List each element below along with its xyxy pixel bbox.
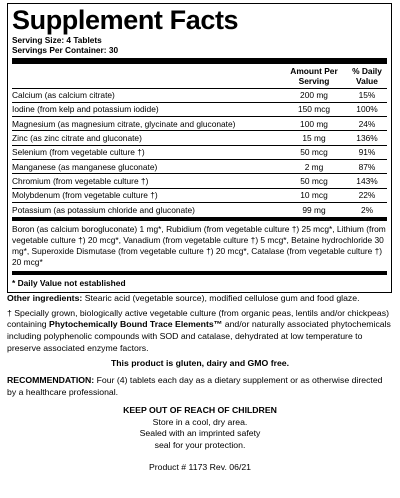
nutrient-dv: 15%: [358, 90, 376, 101]
dagger-bold: Phytochemically Bound Trace Elements™: [49, 319, 223, 330]
nutrient-row: [12, 146, 387, 160]
nutrient-name: Potassium (as potassium chloride and gluconate): [12, 204, 195, 215]
dagger-text2: and/or naturally associated phytochemicals including polyphenolic compounds with SOD and catalase, dehydrated at low temperature to preserve associated enzyme factors.: [7, 319, 391, 353]
dv-header-line2: Value: [356, 76, 378, 87]
nutrient-dv: 24%: [358, 118, 376, 129]
other-ingredients-label: Other ingredients:: [7, 293, 83, 303]
nutrient-rows: [12, 89, 387, 218]
nutrient-dv: 143%: [356, 175, 378, 186]
dv-header-line1: % Daily: [352, 66, 382, 76]
nutrient-row: [12, 174, 387, 188]
nutrient-dv: 22%: [358, 190, 376, 201]
nutrient-dv: 91%: [358, 147, 376, 158]
nutrient-dv: 136%: [356, 132, 378, 143]
other-ingredients-text: Stearic acid (vegetable source), modified cellulose gum and food glaze.: [82, 293, 360, 303]
daily-value-note: * Daily Value not established: [12, 277, 126, 288]
storage-line-3: seal for your protection.: [154, 440, 246, 451]
nutrient-name: Chromium (from vegetable culture †): [12, 175, 149, 186]
panel-title: Supplement Facts: [12, 5, 239, 35]
nutrient-amount: 99 mg: [302, 204, 326, 215]
nutrient-dv: 2%: [360, 204, 374, 215]
nutrient-amount: 50 mcg: [300, 147, 328, 158]
nutrient-amount: 2 mg: [304, 161, 324, 172]
product-number: Product # 1173 Rev. 06/21: [148, 461, 252, 472]
recommendation-text: Four (4) tablets each day as a dietary supplement or as otherwise directed by a healthcare professional.: [7, 375, 383, 398]
nutrient-amount: 10 mcg: [300, 190, 328, 201]
nutrient-name: Molybdenum (from vegetable culture †): [12, 190, 158, 201]
nutrient-row: [12, 89, 387, 103]
nutrient-name: Magnesium (as magnesium citrate, glycinate and gluconate): [12, 118, 236, 129]
nutrient-amount: 50 mcg: [300, 175, 328, 186]
nutrient-amount: 15 mg: [302, 132, 326, 143]
nutrient-row: [12, 160, 387, 174]
servings-per-container: Servings Per Container: 30: [12, 45, 119, 55]
free-from-statement: This product is gluten, dairy and GMO free.: [110, 357, 290, 368]
nutrient-name: Selenium (from vegetable culture †): [12, 147, 145, 158]
nutrient-amount: 100 mg: [300, 118, 328, 129]
nutrient-amount: 150 mcg: [297, 104, 331, 115]
serving-size: Serving Size: 4 Tablets: [12, 35, 102, 45]
keep-out-warning: KEEP OUT OF REACH OF CHILDREN: [123, 404, 277, 415]
recommendation-label: RECOMMENDATION:: [7, 375, 95, 386]
nutrient-amount: 200 mg: [300, 90, 328, 101]
other-nutrients: Boron (as calcium borogluconate) 1 mg*, Rubidium (from vegetable culture †) 25 mcg*, Lithium (from vegetable culture †) 20 mcg*, Vanadium (from vegetable culture †) 5 mcg*, Betaine hydrochloride 30 mg*, Superoxide Dismutase (from vegetable culture †) 20 mcg*, Catalase (from vegetable culture †) 20 mcg*: [12, 221, 387, 275]
nutrient-row: [12, 103, 387, 117]
nutrient-dv: 100%: [356, 104, 378, 115]
supplement-facts-panel: [7, 3, 392, 293]
label-text: [7, 293, 393, 474]
table-header: [12, 64, 387, 89]
nutrient-name: Calcium (as calcium citrate): [12, 90, 115, 101]
nutrient-name: Zinc (as zinc citrate and gluconate): [12, 132, 142, 143]
dv-header: [347, 66, 387, 87]
other-ingredients: [7, 293, 393, 305]
storage-line-2: Sealed with an imprinted safety: [139, 428, 261, 439]
nutrient-name: Manganese (as manganese gluconate): [12, 161, 158, 172]
nutrient-name: Iodine (from kelp and potassium iodide): [12, 104, 159, 115]
nutrient-dv: 87%: [358, 161, 376, 172]
nutrient-row: [12, 131, 387, 145]
recommendation: [7, 375, 393, 398]
amount-header-line1: Amount Per: [290, 66, 338, 76]
nutrient-row: [12, 189, 387, 203]
amount-header: [281, 66, 347, 87]
amount-header-line2: Serving: [298, 76, 330, 87]
dagger-text1: † Specially grown, biologically active vegetable culture (from organic peas, lentils and/or chickpeas) containing: [7, 307, 389, 330]
dagger-note: [7, 308, 393, 355]
nutrient-row: [12, 203, 387, 217]
storage-line-1: Store in a cool, dry area.: [152, 416, 248, 427]
nutrient-row: [12, 117, 387, 131]
